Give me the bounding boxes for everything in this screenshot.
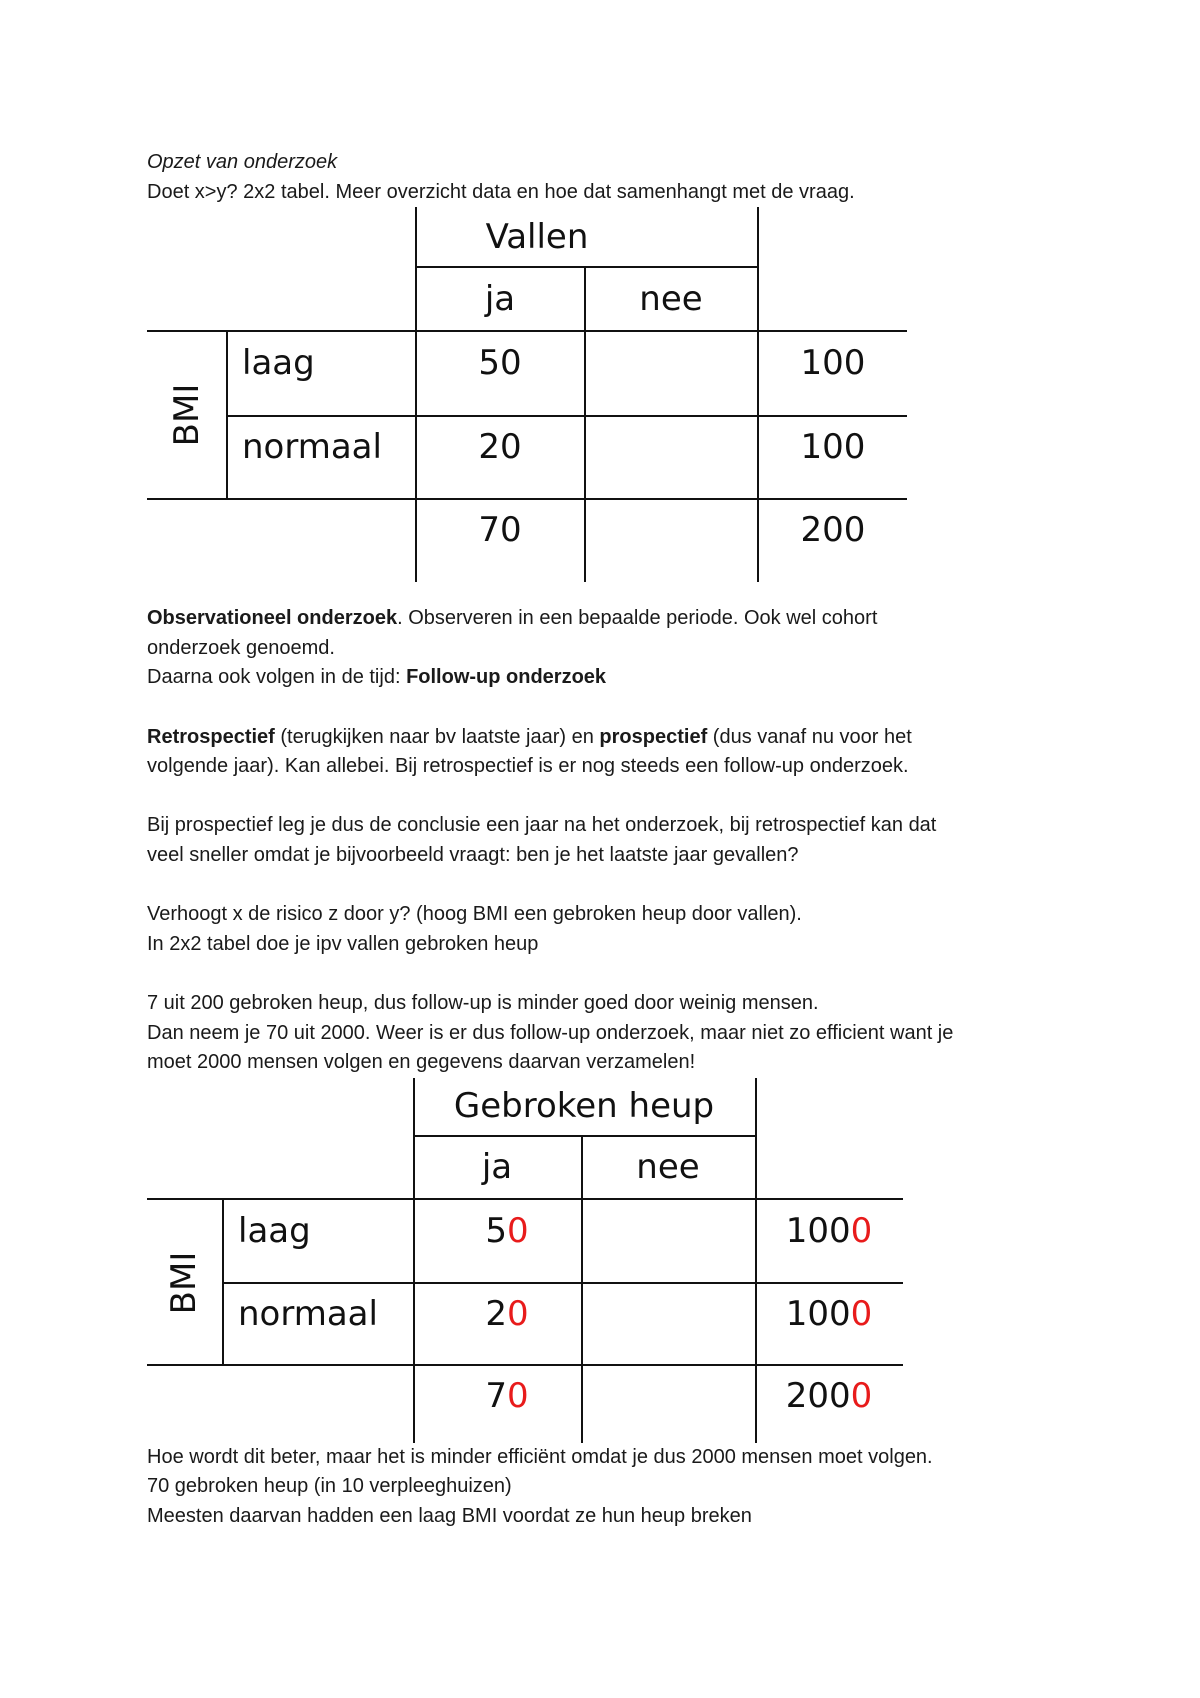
term-prospectief: prospectief	[599, 725, 708, 748]
cell-normaal-ja: 20	[478, 427, 522, 468]
cell-total-ja: 70	[485, 1375, 529, 1416]
p2-line2: volgende jaar). Kan allebei. Bij retrospectief is er nog steeds een follow-up onderzoek.	[147, 755, 909, 778]
added-digit: 0	[507, 1210, 529, 1251]
p3-line1: Bij prospectief leg je dus de conclusie een jaar na het onderzoek, bij retrospectief kan dat	[147, 814, 937, 837]
row-label-laag: laag	[242, 343, 315, 384]
cell-total-ja: 70	[478, 510, 522, 551]
section-heading: Opzet van onderzoek	[147, 151, 338, 173]
term-observationeel: Observationeel onderzoek	[147, 607, 398, 630]
row-group-bmi: BMI	[167, 383, 207, 447]
header-nee: nee	[636, 1146, 700, 1187]
row-label-laag: laag	[238, 1210, 311, 1251]
term-retrospectief: Retrospectief	[147, 725, 275, 748]
p5-line1: 7 uit 200 gebroken heup, dus follow-up is minder goed door weinig mensen.	[147, 991, 819, 1014]
added-digit: 0	[850, 1210, 873, 1251]
cell-total-total: 2000	[785, 1375, 873, 1416]
p6-line2: 70 gebroken heup (in 10 verpleeghuizen)	[147, 1475, 512, 1498]
added-digit: 0	[507, 1375, 529, 1416]
p2-line1: Retrospectief (terugkijken naar bv laatste jaar) en prospectief (dus vanaf nu voor het	[147, 725, 912, 748]
p5-line3: moet 2000 mensen volgen en gegevens daarvan verzamelen!	[147, 1051, 696, 1074]
intro-line: Doet x>y? 2x2 tabel. Meer overzicht data en hoe dat samenhangt met de vraag.	[147, 180, 855, 203]
cell-normaal-total: 100	[800, 427, 866, 468]
header-ja: ja	[484, 279, 516, 320]
table-gebroken-heup	[147, 1078, 903, 1443]
header-ja: ja	[481, 1146, 513, 1187]
cell-laag-total: 1000	[785, 1210, 873, 1251]
p1-line1: Observationeel onderzoek. Observeren in een bepaalde periode. Ook wel cohort	[147, 607, 878, 630]
added-digit: 0	[850, 1293, 873, 1334]
term-follow-up: Follow-up onderzoek	[406, 666, 607, 689]
row-label-normaal: normaal	[238, 1293, 378, 1334]
header-vallen: Vallen	[485, 217, 589, 258]
header-nee: nee	[639, 279, 703, 320]
p5-line2: Dan neem je 70 uit 2000. Weer is er dus follow-up onderzoek, maar niet zo efficient want je	[147, 1021, 954, 1044]
row-group-bmi: BMI	[164, 1251, 204, 1315]
p4-line2: In 2x2 tabel doe je ipv vallen gebroken heup	[147, 932, 539, 955]
cell-laag-ja: 50	[478, 343, 522, 384]
table-vallen	[147, 207, 907, 582]
p4-line1: Verhoogt x de risico z door y? (hoog BMI een gebroken heup door vallen).	[147, 903, 802, 926]
header-gebroken-heup: Gebroken heup	[453, 1085, 715, 1126]
p3-line2: veel sneller omdat je bijvoorbeeld vraagt: ben je het laatste jaar gevallen?	[147, 843, 799, 866]
p6-line1: Hoe wordt dit beter, maar het is minder efficiënt omdat je dus 2000 mensen moet volgen.	[147, 1445, 933, 1468]
cell-normaal-ja: 20	[485, 1293, 529, 1334]
cell-total-total: 200	[800, 510, 866, 551]
p1-line3: Daarna ook volgen in de tijd: Follow-up onderzoek	[147, 666, 607, 689]
p6-line3: Meesten daarvan hadden een laag BMI voordat ze hun heup breken	[147, 1504, 752, 1527]
cell-laag-ja: 50	[485, 1210, 529, 1251]
added-digit: 0	[850, 1375, 873, 1416]
p1-line2: onderzoek genoemd.	[147, 636, 335, 659]
document-page	[147, 148, 1067, 1531]
cell-normaal-total: 1000	[785, 1293, 873, 1334]
row-label-normaal: normaal	[242, 427, 382, 468]
cell-laag-total: 100	[800, 343, 866, 384]
added-digit: 0	[507, 1293, 529, 1334]
